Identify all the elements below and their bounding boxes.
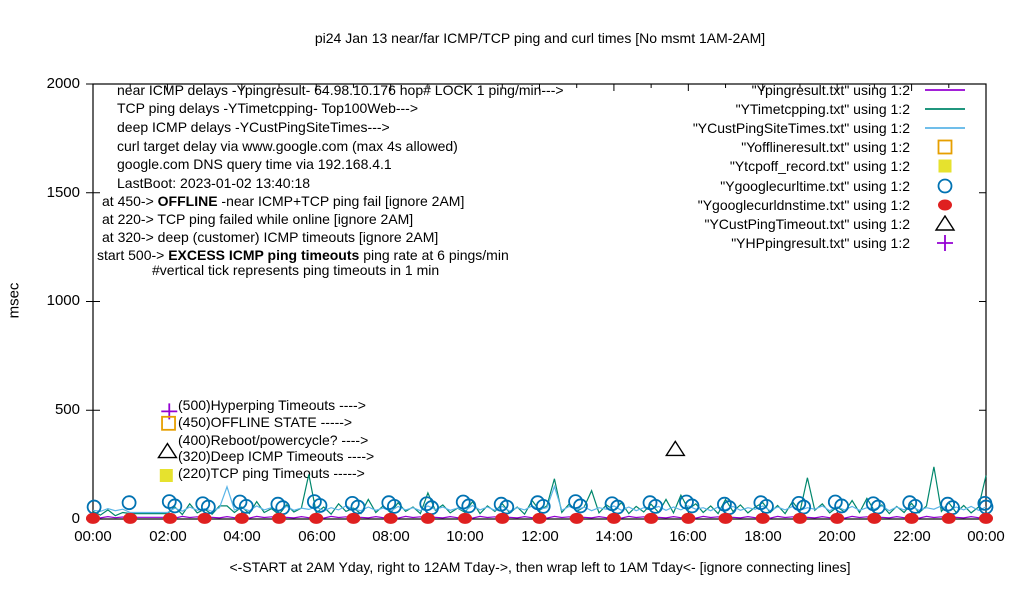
legend-label: "YTimetcpping.txt" using 1:2 (735, 100, 910, 117)
x-tick-label: 18:00 (744, 528, 782, 545)
info-line: curl target delay via www.google.com (max 4s allowed) (117, 138, 458, 154)
info-line: at 320-> deep (customer) ICMP timeouts [ignore 2AM] (102, 229, 439, 245)
y-tick-label: 0 (71, 510, 80, 527)
x-tick-label: 20:00 (818, 528, 856, 545)
plot-annotation: (500)Hyperping Timeouts ----> (178, 397, 366, 413)
x-tick-label: 22:00 (893, 528, 931, 545)
legend-label: "YCustPingSiteTimes.txt" using 1:2 (692, 119, 910, 136)
x-tick-label: 02:00 (149, 528, 187, 545)
info-line: google.com DNS query time via 192.168.4.1 (117, 156, 392, 172)
legend-label: "Yofflineresult.txt" using 1:2 (741, 138, 910, 155)
x-tick-label: 00:00 (74, 528, 112, 545)
x-tick-label: 00:00 (967, 528, 1005, 545)
plot-annotation: (320)Deep ICMP Timeouts ----> (178, 448, 375, 464)
x-tick-label: 14:00 (595, 528, 633, 545)
info-line: LastBoot: 2023-01-02 13:40:18 (117, 175, 311, 191)
info-line: #vertical tick represents ping timeouts in 1 min (152, 262, 440, 278)
y-tick-label: 2000 (46, 75, 80, 92)
legend-label: "Ygooglecurltime.txt" using 1:2 (720, 177, 910, 194)
x-tick-label: 16:00 (669, 528, 707, 545)
info-line: at 220-> TCP ping failed while online [ignore 2AM] (102, 211, 414, 227)
x-tick-label: 06:00 (298, 528, 336, 545)
x-tick-label: 12:00 (521, 528, 559, 545)
legend-label: "Ypingresult.txt" using 1:2 (751, 81, 910, 98)
x-tick-label: 04:00 (223, 528, 261, 545)
chart-title: pi24 Jan 13 near/far ICMP/TCP ping and curl times [No msmt 1AM-2AM] (314, 30, 766, 46)
plot-annotation: (400)Reboot/powercycle? ----> (178, 432, 369, 448)
legend-label: "Ytcpoff_record.txt" using 1:2 (729, 157, 910, 174)
info-line: TCP ping delays -YTimetcpping- Top100Web---> (117, 100, 419, 116)
x-tick-label: 10:00 (446, 528, 484, 545)
info-line: near ICMP delays -Ypingresult- 64.98.10.176 hop# LOCK 1 ping/min---> (117, 82, 564, 98)
plot-annotation: (450)OFFLINE STATE -----> (178, 414, 353, 430)
y-tick-label: 500 (54, 401, 80, 418)
x-tick-label: 08:00 (372, 528, 410, 545)
x-axis-caption: <-START at 2AM Yday, right to 12AM Tday->, then wrap left to 1AM Tday<- [ignore connecting lines] (229, 559, 851, 575)
y-tick-label: 1500 (46, 184, 80, 201)
legend-label: "YHPpingresult.txt" using 1:2 (731, 234, 910, 251)
info-line: deep ICMP delays -YCustPingSiteTimes---> (117, 119, 390, 135)
y-axis-label: msec (5, 282, 23, 319)
info-line: at 450-> OFFLINE -near ICMP+TCP ping fail [ignore 2AM] (102, 193, 465, 209)
plot-annotation: (220)TCP ping Timeouts -----> (178, 465, 365, 481)
y-tick-label: 1000 (46, 292, 80, 309)
legend-label: "Ygooglecurldnstime.txt" using 1:2 (697, 196, 910, 213)
info-line: start 500-> EXCESS ICMP ping timeouts ping rate at 6 pings/min (97, 247, 509, 263)
legend-label: "YCustPingTimeout.txt" using 1:2 (704, 215, 910, 232)
